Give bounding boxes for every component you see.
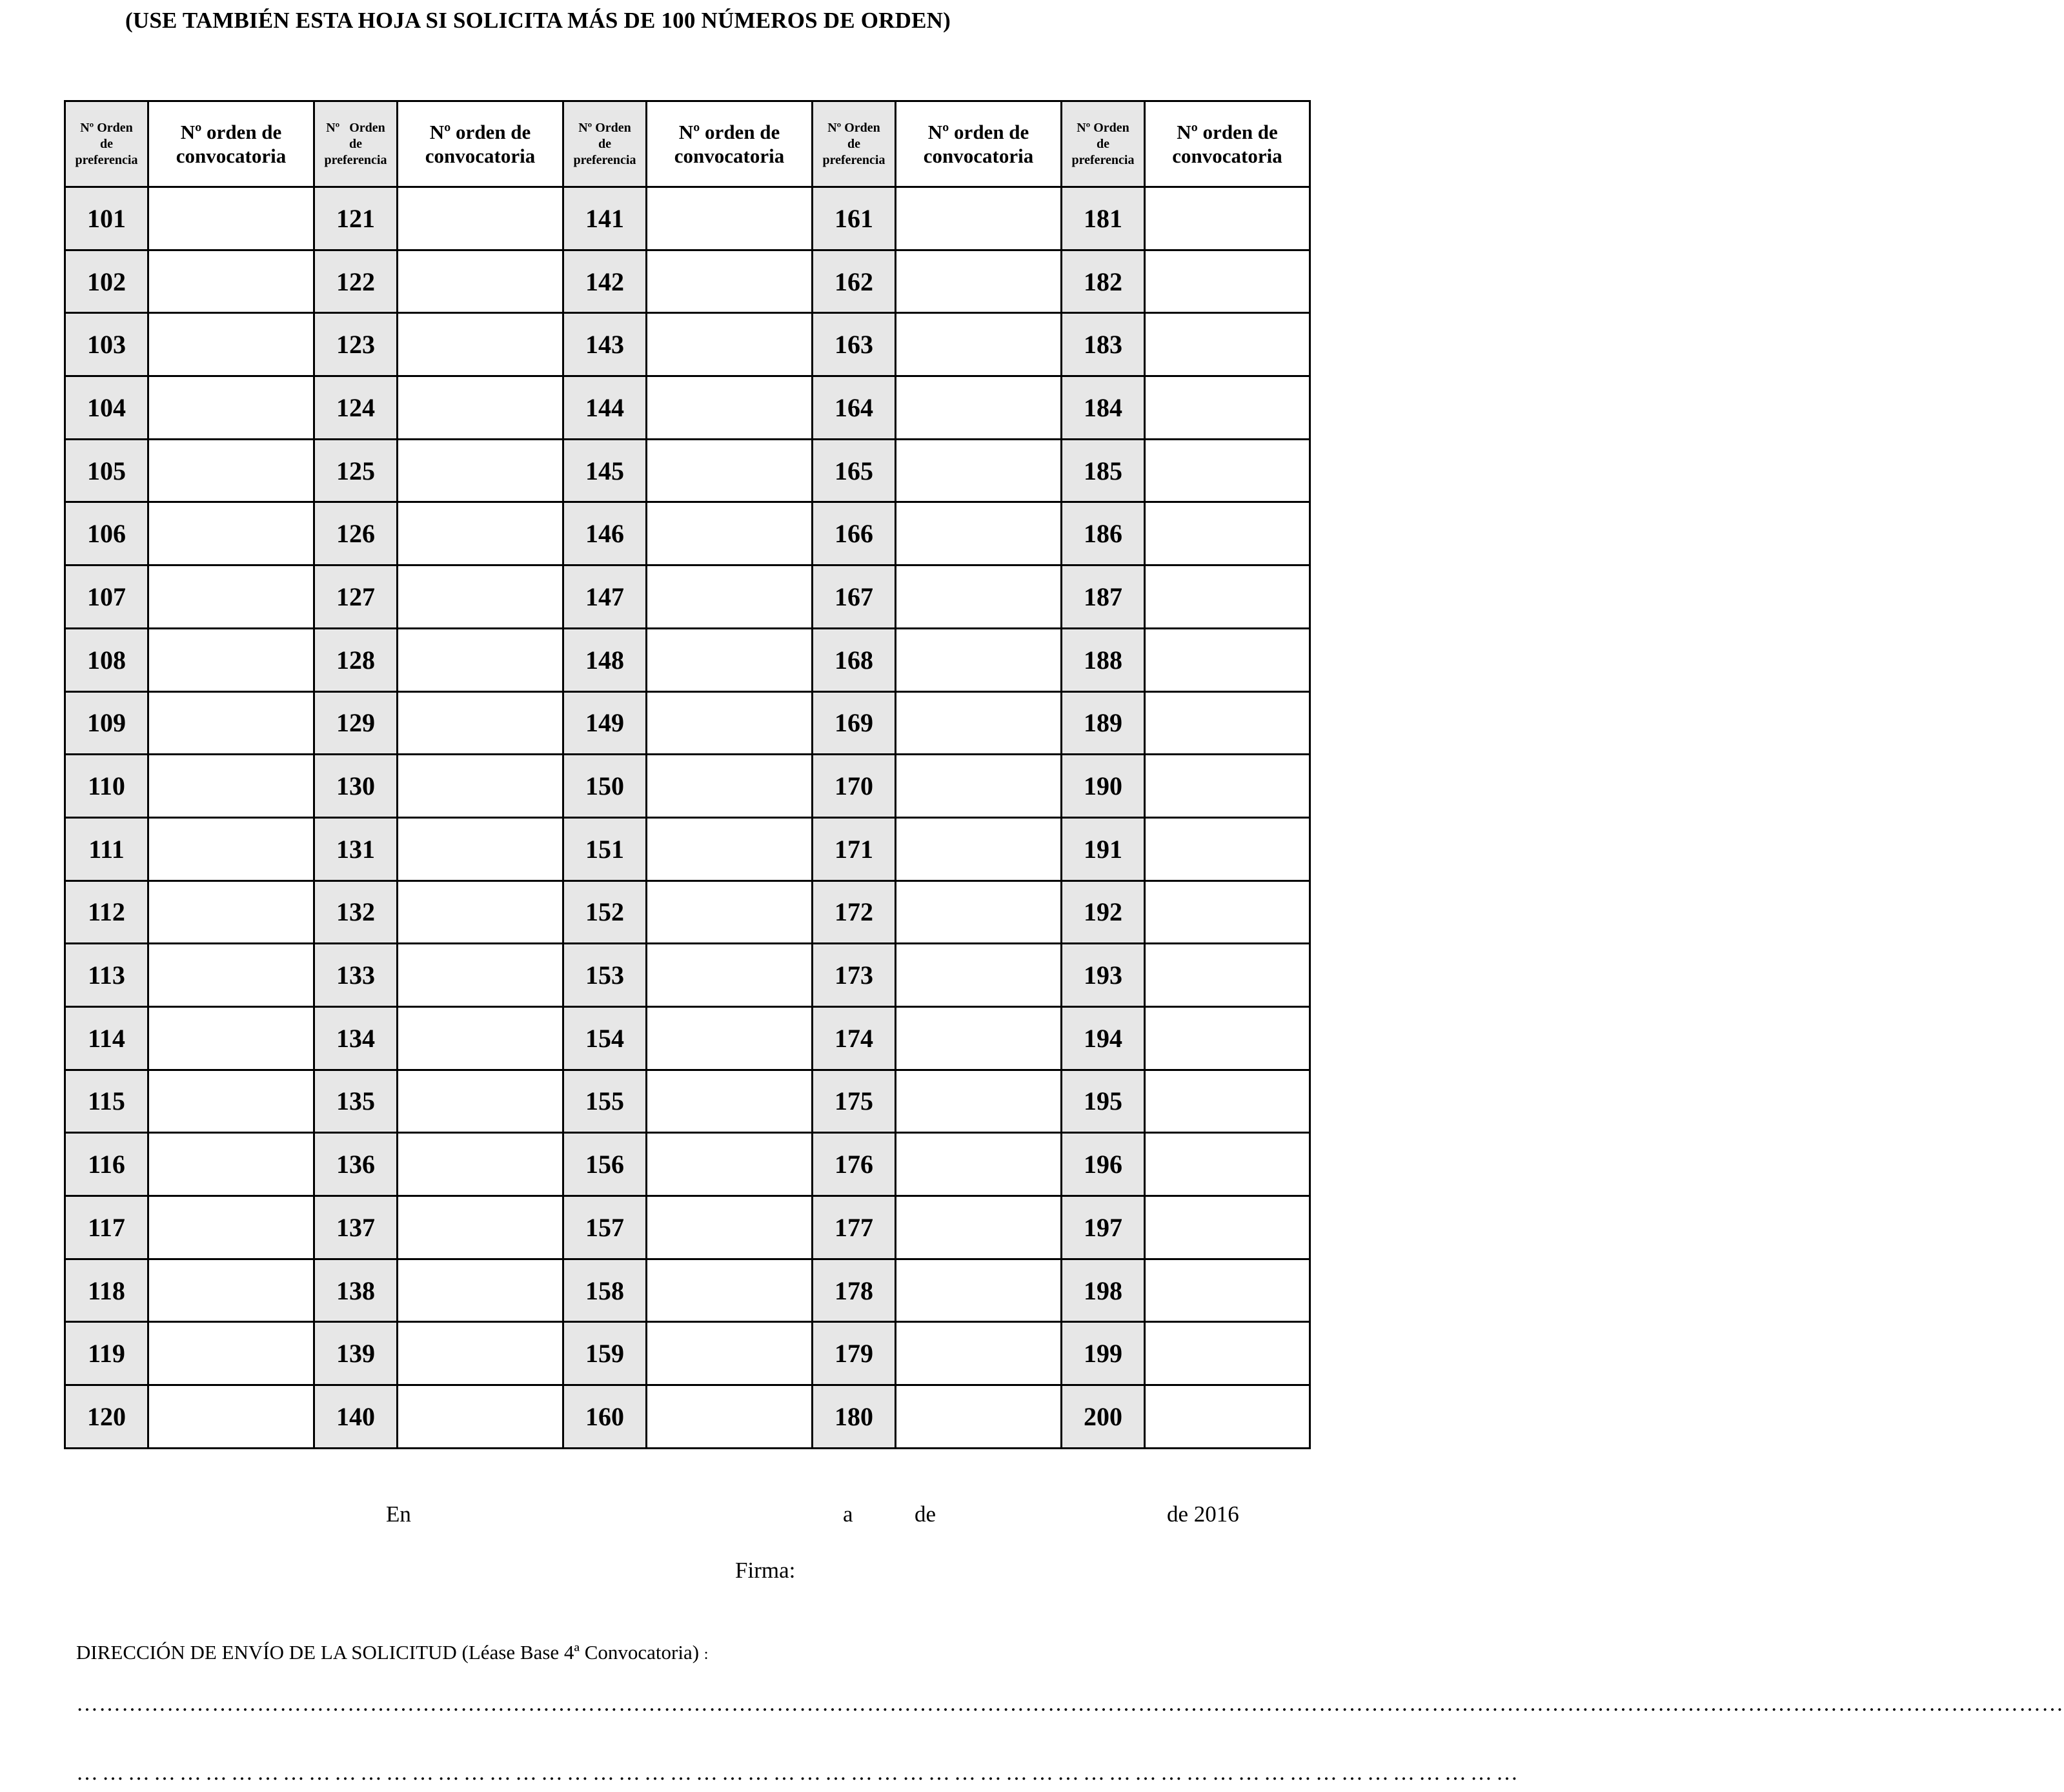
preference-number: 106 bbox=[65, 502, 148, 565]
header-call-order bbox=[1145, 101, 1310, 187]
call-order-entry-cell[interactable] bbox=[647, 565, 813, 629]
call-order-entry-cell[interactable] bbox=[896, 1259, 1062, 1322]
preference-number: 115 bbox=[65, 1070, 148, 1133]
call-order-entry-cell[interactable] bbox=[398, 250, 563, 313]
table-row bbox=[65, 881, 1310, 944]
call-order-entry-cell[interactable] bbox=[1145, 1385, 1310, 1449]
call-order-entry-cell[interactable] bbox=[398, 1322, 563, 1385]
header-preference-line: Nº Orden bbox=[827, 120, 880, 135]
table-row bbox=[65, 439, 1310, 502]
call-order-entry-cell[interactable] bbox=[148, 376, 314, 440]
call-order-entry-cell[interactable] bbox=[148, 1322, 314, 1385]
preference-number: 189 bbox=[1062, 691, 1145, 755]
table-row bbox=[65, 1385, 1310, 1449]
preference-number: 151 bbox=[563, 817, 647, 881]
call-order-entry-cell[interactable] bbox=[148, 1196, 314, 1259]
call-order-entry-cell[interactable] bbox=[148, 187, 314, 250]
call-order-entry-cell[interactable] bbox=[647, 944, 813, 1007]
day-label: a bbox=[843, 1502, 853, 1527]
header-preference-line: Nº Orden bbox=[326, 120, 385, 135]
call-order-entry-cell[interactable] bbox=[1145, 250, 1310, 313]
call-order-entry-cell[interactable] bbox=[148, 1070, 314, 1133]
preference-number: 121 bbox=[314, 187, 398, 250]
header-call-line: convocatoria bbox=[674, 145, 785, 167]
call-order-entry-cell[interactable] bbox=[896, 1385, 1062, 1449]
call-order-entry-cell[interactable] bbox=[647, 313, 813, 376]
table-row bbox=[65, 1322, 1310, 1385]
call-order-entry-cell[interactable] bbox=[1145, 628, 1310, 691]
call-order-entry-cell[interactable] bbox=[398, 691, 563, 755]
preference-number: 196 bbox=[1062, 1133, 1145, 1196]
header-call-order bbox=[148, 101, 314, 187]
preference-number: 101 bbox=[65, 187, 148, 250]
call-order-entry-cell[interactable] bbox=[398, 944, 563, 1007]
preference-number: 195 bbox=[1062, 1070, 1145, 1133]
call-order-entry-cell[interactable] bbox=[647, 502, 813, 565]
preference-number: 187 bbox=[1062, 565, 1145, 629]
header-preference-line: de bbox=[1097, 136, 1109, 151]
header-call-line: Nº orden de bbox=[180, 121, 282, 143]
address-label: DIRECCIÓN DE ENVÍO DE LA SOLICITUD (Léase Base 4ª Convocatoria) bbox=[76, 1641, 700, 1664]
header-call-line: Nº orden de bbox=[927, 121, 1029, 143]
preference-number: 128 bbox=[314, 628, 398, 691]
preference-number: 120 bbox=[65, 1385, 148, 1449]
preference-number: 133 bbox=[314, 944, 398, 1007]
call-order-entry-cell[interactable] bbox=[1145, 376, 1310, 440]
call-order-entry-cell[interactable] bbox=[398, 881, 563, 944]
preference-number: 140 bbox=[314, 1385, 398, 1449]
call-order-entry-cell[interactable] bbox=[896, 439, 1062, 502]
header-call-order bbox=[896, 101, 1062, 187]
call-order-entry-cell[interactable] bbox=[896, 502, 1062, 565]
call-order-entry-cell[interactable] bbox=[1145, 502, 1310, 565]
preference-number: 123 bbox=[314, 313, 398, 376]
call-order-entry-cell[interactable] bbox=[647, 250, 813, 313]
preference-number: 147 bbox=[563, 565, 647, 629]
header-preference-line: Nº Orden bbox=[1077, 120, 1129, 135]
call-order-entry-cell[interactable] bbox=[398, 187, 563, 250]
call-order-entry-cell[interactable] bbox=[1145, 944, 1310, 1007]
preference-number: 174 bbox=[813, 1006, 896, 1070]
call-order-entry-cell[interactable] bbox=[647, 439, 813, 502]
call-order-entry-cell[interactable] bbox=[647, 376, 813, 440]
preference-number: 176 bbox=[813, 1133, 896, 1196]
call-order-entry-cell[interactable] bbox=[398, 565, 563, 629]
call-order-entry-cell[interactable] bbox=[647, 1133, 813, 1196]
page-title: (USE TAMBIÉN ESTA HOJA SI SOLICITA MÁS DE 100 NÚMEROS DE ORDEN) bbox=[125, 8, 951, 33]
preference-number: 168 bbox=[813, 628, 896, 691]
preference-number: 109 bbox=[65, 691, 148, 755]
preference-number: 127 bbox=[314, 565, 398, 629]
preference-number: 150 bbox=[563, 755, 647, 818]
preference-number: 191 bbox=[1062, 817, 1145, 881]
preference-number: 173 bbox=[813, 944, 896, 1007]
call-order-entry-cell[interactable] bbox=[647, 1006, 813, 1070]
header-call-line: convocatoria bbox=[1172, 145, 1282, 167]
table-row bbox=[65, 628, 1310, 691]
call-order-entry-cell[interactable] bbox=[1145, 817, 1310, 881]
address-line-1[interactable]: ………………………………………………………………………………………………………………………………………………………………………………………………………………………………………… bbox=[76, 1692, 2064, 1716]
preference-number: 183 bbox=[1062, 313, 1145, 376]
preference-number: 185 bbox=[1062, 439, 1145, 502]
table-header-row bbox=[65, 101, 1310, 187]
year-label: de 2016 bbox=[1167, 1502, 1239, 1527]
preference-number: 190 bbox=[1062, 755, 1145, 818]
header-preference-line: preferencia bbox=[324, 152, 387, 167]
preference-number: 134 bbox=[314, 1006, 398, 1070]
preference-number: 188 bbox=[1062, 628, 1145, 691]
call-order-entry-cell[interactable] bbox=[896, 1322, 1062, 1385]
table-row bbox=[65, 502, 1310, 565]
call-order-entry-cell[interactable] bbox=[398, 1259, 563, 1322]
preference-number: 199 bbox=[1062, 1322, 1145, 1385]
preference-number: 158 bbox=[563, 1259, 647, 1322]
table-row bbox=[65, 1259, 1310, 1322]
preference-number: 130 bbox=[314, 755, 398, 818]
preference-number: 137 bbox=[314, 1196, 398, 1259]
call-order-entry-cell[interactable] bbox=[647, 881, 813, 944]
preference-number: 179 bbox=[813, 1322, 896, 1385]
call-order-entry-cell[interactable] bbox=[896, 628, 1062, 691]
preference-number: 143 bbox=[563, 313, 647, 376]
call-order-entry-cell[interactable] bbox=[1145, 1322, 1310, 1385]
call-order-entry-cell[interactable] bbox=[148, 502, 314, 565]
preference-number: 102 bbox=[65, 250, 148, 313]
preference-number: 170 bbox=[813, 755, 896, 818]
address-line-2[interactable]: …………………………………………………………………………………………………………………………………………………… bbox=[76, 1761, 1522, 1785]
call-order-entry-cell[interactable] bbox=[148, 881, 314, 944]
preference-number: 104 bbox=[65, 376, 148, 440]
header-preference-order bbox=[563, 101, 647, 187]
preference-number: 124 bbox=[314, 376, 398, 440]
call-order-entry-cell[interactable] bbox=[148, 1006, 314, 1070]
preference-number: 169 bbox=[813, 691, 896, 755]
call-order-entry-cell[interactable] bbox=[398, 313, 563, 376]
preference-number: 159 bbox=[563, 1322, 647, 1385]
preference-number: 186 bbox=[1062, 502, 1145, 565]
header-preference-order bbox=[1062, 101, 1145, 187]
table-row bbox=[65, 1133, 1310, 1196]
call-order-entry-cell[interactable] bbox=[398, 628, 563, 691]
table-row bbox=[65, 565, 1310, 629]
call-order-entry-cell[interactable] bbox=[896, 1070, 1062, 1133]
preference-number: 111 bbox=[65, 817, 148, 881]
call-order-entry-cell[interactable] bbox=[647, 691, 813, 755]
preference-number: 157 bbox=[563, 1196, 647, 1259]
call-order-entry-cell[interactable] bbox=[398, 755, 563, 818]
preference-number: 138 bbox=[314, 1259, 398, 1322]
preference-number: 148 bbox=[563, 628, 647, 691]
call-order-entry-cell[interactable] bbox=[148, 817, 314, 881]
call-order-entry-cell[interactable] bbox=[1145, 187, 1310, 250]
preference-number: 164 bbox=[813, 376, 896, 440]
call-order-entry-cell[interactable] bbox=[148, 944, 314, 1007]
header-preference-line: Nº Orden bbox=[578, 120, 631, 135]
header-preference-line: de bbox=[598, 136, 611, 151]
place-label: En bbox=[386, 1502, 411, 1527]
preference-number: 180 bbox=[813, 1385, 896, 1449]
call-order-entry-cell[interactable] bbox=[1145, 755, 1310, 818]
call-order-entry-cell[interactable] bbox=[1145, 1133, 1310, 1196]
header-call-line: Nº orden de bbox=[678, 121, 780, 143]
call-order-entry-cell[interactable] bbox=[1145, 691, 1310, 755]
call-order-entry-cell[interactable] bbox=[1145, 1259, 1310, 1322]
header-call-line: convocatoria bbox=[176, 145, 287, 167]
call-order-entry-cell[interactable] bbox=[647, 1385, 813, 1449]
call-order-entry-cell[interactable] bbox=[896, 1196, 1062, 1259]
table-row bbox=[65, 755, 1310, 818]
call-order-entry-cell[interactable] bbox=[398, 376, 563, 440]
call-order-entry-cell[interactable] bbox=[896, 187, 1062, 250]
preference-number: 160 bbox=[563, 1385, 647, 1449]
preference-number: 116 bbox=[65, 1133, 148, 1196]
header-preference-line: preferencia bbox=[822, 152, 885, 167]
header-call-order bbox=[398, 101, 563, 187]
call-order-entry-cell[interactable] bbox=[1145, 1196, 1310, 1259]
call-order-entry-cell[interactable] bbox=[647, 1196, 813, 1259]
header-preference-line: de bbox=[847, 136, 860, 151]
preference-number: 125 bbox=[314, 439, 398, 502]
preference-number: 152 bbox=[563, 881, 647, 944]
preference-number: 146 bbox=[563, 502, 647, 565]
call-order-entry-cell[interactable] bbox=[398, 1070, 563, 1133]
preference-number: 131 bbox=[314, 817, 398, 881]
preference-number: 135 bbox=[314, 1070, 398, 1133]
preference-number: 192 bbox=[1062, 881, 1145, 944]
call-order-entry-cell[interactable] bbox=[896, 565, 1062, 629]
signature-label: Firma: bbox=[735, 1558, 796, 1583]
call-order-entry-cell[interactable] bbox=[1145, 1006, 1310, 1070]
preference-number: 112 bbox=[65, 881, 148, 944]
header-preference-line: de bbox=[349, 136, 362, 151]
call-order-entry-cell[interactable] bbox=[1145, 565, 1310, 629]
preference-number: 141 bbox=[563, 187, 647, 250]
preference-number: 165 bbox=[813, 439, 896, 502]
preference-number: 144 bbox=[563, 376, 647, 440]
call-order-entry-cell[interactable] bbox=[1145, 439, 1310, 502]
call-order-entry-cell[interactable] bbox=[398, 502, 563, 565]
preference-number: 105 bbox=[65, 439, 148, 502]
table-row bbox=[65, 1070, 1310, 1133]
preference-number: 178 bbox=[813, 1259, 896, 1322]
preference-number: 156 bbox=[563, 1133, 647, 1196]
call-order-entry-cell[interactable] bbox=[896, 313, 1062, 376]
preference-number: 108 bbox=[65, 628, 148, 691]
table-row bbox=[65, 1006, 1310, 1070]
preference-number: 154 bbox=[563, 1006, 647, 1070]
call-order-entry-cell[interactable] bbox=[398, 1006, 563, 1070]
header-call-line: Nº orden de bbox=[1177, 121, 1278, 143]
preference-number: 110 bbox=[65, 755, 148, 818]
header-call-line: convocatoria bbox=[425, 145, 536, 167]
preference-number: 177 bbox=[813, 1196, 896, 1259]
call-order-entry-cell[interactable] bbox=[148, 1133, 314, 1196]
preference-number: 194 bbox=[1062, 1006, 1145, 1070]
header-preference-line: preferencia bbox=[1071, 152, 1135, 167]
preference-number: 163 bbox=[813, 313, 896, 376]
header-preference-order bbox=[314, 101, 398, 187]
call-order-entry-cell[interactable] bbox=[896, 1133, 1062, 1196]
preference-number: 193 bbox=[1062, 944, 1145, 1007]
preference-number: 119 bbox=[65, 1322, 148, 1385]
call-order-entry-cell[interactable] bbox=[398, 439, 563, 502]
call-order-entry-cell[interactable] bbox=[148, 1385, 314, 1449]
preference-number: 126 bbox=[314, 502, 398, 565]
preference-number: 197 bbox=[1062, 1196, 1145, 1259]
preference-number: 107 bbox=[65, 565, 148, 629]
header-preference-line: preferencia bbox=[573, 152, 636, 167]
call-order-entry-cell[interactable] bbox=[148, 691, 314, 755]
call-order-entry-cell[interactable] bbox=[148, 1259, 314, 1322]
preference-number: 175 bbox=[813, 1070, 896, 1133]
table-row bbox=[65, 691, 1310, 755]
table-row bbox=[65, 187, 1310, 250]
month-label: de bbox=[915, 1502, 936, 1527]
preference-number: 184 bbox=[1062, 376, 1145, 440]
call-order-entry-cell[interactable] bbox=[896, 755, 1062, 818]
preference-number: 145 bbox=[563, 439, 647, 502]
call-order-entry-cell[interactable] bbox=[398, 1196, 563, 1259]
preference-number: 161 bbox=[813, 187, 896, 250]
preference-number: 117 bbox=[65, 1196, 148, 1259]
call-order-entry-cell[interactable] bbox=[398, 1385, 563, 1449]
preference-number: 181 bbox=[1062, 187, 1145, 250]
table-row bbox=[65, 250, 1310, 313]
preference-number: 155 bbox=[563, 1070, 647, 1133]
call-order-entry-cell[interactable] bbox=[647, 817, 813, 881]
call-order-entry-cell[interactable] bbox=[1145, 313, 1310, 376]
header-call-line: convocatoria bbox=[923, 145, 1034, 167]
call-order-entry-cell[interactable] bbox=[896, 376, 1062, 440]
table-row bbox=[65, 944, 1310, 1007]
call-order-entry-cell[interactable] bbox=[148, 755, 314, 818]
table-row bbox=[65, 313, 1310, 376]
preference-number: 153 bbox=[563, 944, 647, 1007]
call-order-entry-cell[interactable] bbox=[148, 250, 314, 313]
preference-number: 182 bbox=[1062, 250, 1145, 313]
header-preference-line: Nº Orden bbox=[80, 120, 133, 135]
call-order-entry-cell[interactable] bbox=[896, 944, 1062, 1007]
call-order-entry-cell[interactable] bbox=[1145, 881, 1310, 944]
call-order-entry-cell[interactable] bbox=[896, 881, 1062, 944]
preference-number: 166 bbox=[813, 502, 896, 565]
call-order-entry-cell[interactable] bbox=[647, 755, 813, 818]
call-order-entry-cell[interactable] bbox=[896, 691, 1062, 755]
header-preference-order bbox=[65, 101, 148, 187]
preference-number: 118 bbox=[65, 1259, 148, 1322]
call-order-entry-cell[interactable] bbox=[148, 313, 314, 376]
preference-number: 132 bbox=[314, 881, 398, 944]
header-call-order bbox=[647, 101, 813, 187]
preference-number: 172 bbox=[813, 881, 896, 944]
call-order-entry-cell[interactable] bbox=[148, 439, 314, 502]
call-order-entry-cell[interactable] bbox=[647, 1070, 813, 1133]
call-order-entry-cell[interactable] bbox=[896, 817, 1062, 881]
call-order-entry-cell[interactable] bbox=[896, 1006, 1062, 1070]
preference-number: 103 bbox=[65, 313, 148, 376]
preference-number: 149 bbox=[563, 691, 647, 755]
header-preference-line: de bbox=[100, 136, 113, 151]
order-number-table bbox=[64, 100, 1311, 1449]
preference-number: 171 bbox=[813, 817, 896, 881]
preference-number: 198 bbox=[1062, 1259, 1145, 1322]
call-order-entry-cell[interactable] bbox=[148, 628, 314, 691]
header-call-line: Nº orden de bbox=[429, 121, 531, 143]
preference-number: 162 bbox=[813, 250, 896, 313]
header-preference-order bbox=[813, 101, 896, 187]
preference-number: 167 bbox=[813, 565, 896, 629]
header-preference-line: preferencia bbox=[75, 152, 138, 167]
address-colon: : bbox=[703, 1646, 709, 1663]
call-order-entry-cell[interactable] bbox=[1145, 1070, 1310, 1133]
table-row bbox=[65, 376, 1310, 440]
preference-number: 129 bbox=[314, 691, 398, 755]
call-order-entry-cell[interactable] bbox=[647, 187, 813, 250]
preference-number: 113 bbox=[65, 944, 148, 1007]
call-order-entry-cell[interactable] bbox=[647, 1322, 813, 1385]
preference-number: 139 bbox=[314, 1322, 398, 1385]
call-order-entry-cell[interactable] bbox=[398, 1133, 563, 1196]
table-row bbox=[65, 817, 1310, 881]
call-order-entry-cell[interactable] bbox=[148, 565, 314, 629]
preference-number: 142 bbox=[563, 250, 647, 313]
call-order-entry-cell[interactable] bbox=[398, 817, 563, 881]
preference-number: 122 bbox=[314, 250, 398, 313]
address-heading bbox=[76, 1641, 708, 1664]
preference-number: 200 bbox=[1062, 1385, 1145, 1449]
call-order-entry-cell[interactable] bbox=[647, 1259, 813, 1322]
call-order-entry-cell[interactable] bbox=[647, 628, 813, 691]
preference-number: 136 bbox=[314, 1133, 398, 1196]
table-row bbox=[65, 1196, 1310, 1259]
call-order-entry-cell[interactable] bbox=[896, 250, 1062, 313]
preference-number: 114 bbox=[65, 1006, 148, 1070]
